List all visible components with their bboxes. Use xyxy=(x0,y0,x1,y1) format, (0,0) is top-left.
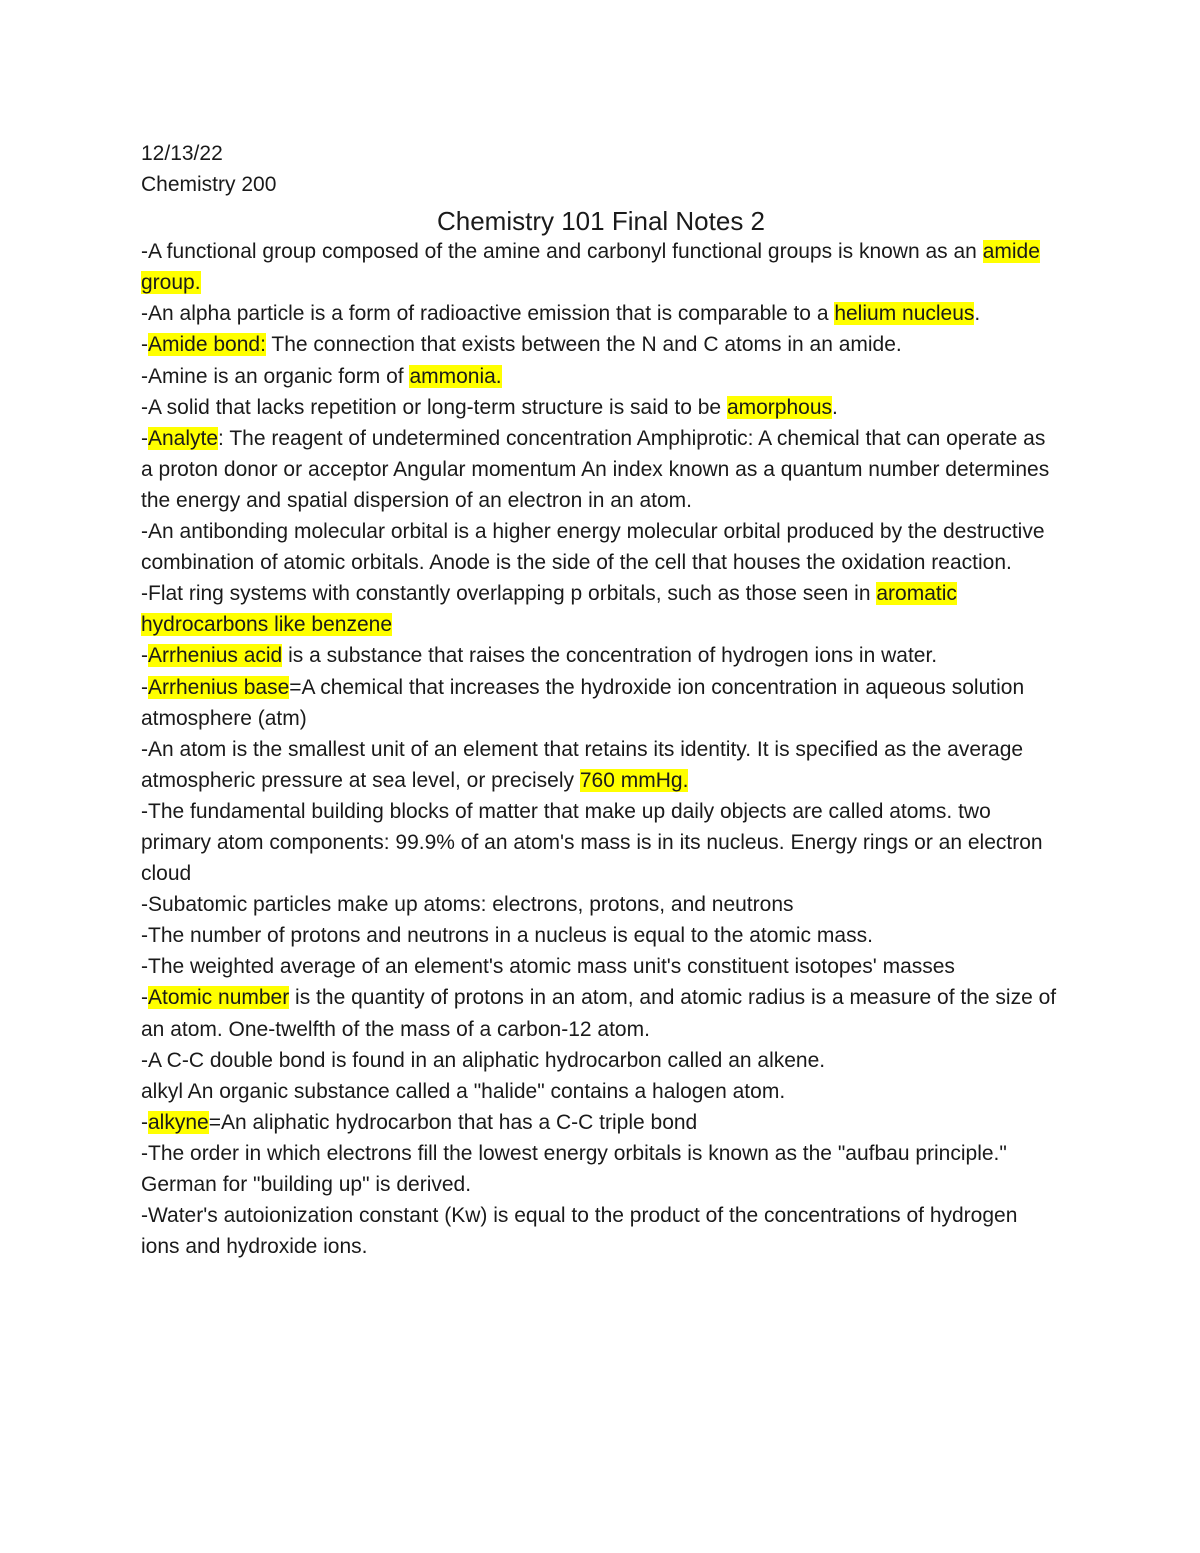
note-item xyxy=(141,361,1061,392)
note-text: -An antibonding molecular orbital is a higher energy molecular orbital produced by the destructive combination of atomic orbitals. Anode is the side of the cell that houses the oxidation reaction. xyxy=(141,520,1045,575)
note-text: -Water's autoionization constant (Kw) is equal to the product of the concentrations of hydrogen ions and hydroxide ions. xyxy=(141,1204,1018,1259)
note-text: is a substance that raises the concentration of hydrogen ions in water. xyxy=(282,644,938,668)
note-text: -A functional group composed of the amine and carbonyl functional groups is known as an xyxy=(141,240,983,264)
document-page xyxy=(141,138,1061,1262)
highlighted-term: Arrhenius acid xyxy=(148,644,283,668)
note-text: -Subatomic particles make up atoms: electrons, protons, and neutrons xyxy=(141,893,794,917)
note-item xyxy=(141,951,1061,982)
note-item xyxy=(141,796,1061,889)
highlighted-term: Arrhenius base xyxy=(148,675,290,699)
note-item xyxy=(141,329,1061,360)
note-text: -Flat ring systems with constantly overlapping p orbitals, such as those seen in xyxy=(141,582,877,606)
note-text: . xyxy=(832,395,838,419)
note-text: -The weighted average of an element's atomic mass unit's constituent isotopes' masses xyxy=(141,955,955,979)
note-text: =A chemical that increases the hydroxide ion concentration in aqueous solution atmosphere (atm) xyxy=(141,675,1025,730)
note-item xyxy=(141,516,1061,578)
date-text: 12/13/22 xyxy=(141,142,223,165)
document-title: Chemistry 101 Final Notes 2 xyxy=(436,206,766,237)
highlighted-term: aromatic hydrocarbons like benzene xyxy=(141,582,957,637)
highlighted-term: Amide bond: xyxy=(148,333,266,357)
note-text: is the quantity of protons in an atom, and atomic radius is a measure of the size of an atom. One-twelfth of the mass of a carbon-12 atom. xyxy=(141,986,1057,1041)
note-item xyxy=(141,392,1061,423)
note-text: : The reagent of undetermined concentration Amphiprotic: A chemical that can operate as a proton donor or acceptor Angular momentum An index known as a quantum number determines the energy and spatial dispersion of an electron in an atom. xyxy=(141,426,1050,512)
note-text: - xyxy=(141,644,148,668)
note-item xyxy=(141,1107,1061,1138)
note-text: -An alpha particle is a form of radioactive emission that is comparable to a xyxy=(141,302,835,326)
note-text: . xyxy=(974,302,981,326)
highlighted-term: Atomic number xyxy=(148,986,290,1010)
note-text: - xyxy=(141,675,148,699)
note-item xyxy=(141,236,1061,298)
note-item xyxy=(141,1045,1061,1076)
note-item xyxy=(141,889,1061,920)
note-text: The connection that exists between the N and C atoms in an amide. xyxy=(265,333,902,357)
note-item xyxy=(141,298,1061,329)
course-text: Chemistry 200 xyxy=(141,173,277,197)
note-item xyxy=(141,982,1061,1044)
note-text: -A solid that lacks repetition or long-term structure is said to be xyxy=(141,395,727,419)
highlighted-term: alkyne xyxy=(148,1110,209,1134)
note-text: - xyxy=(141,1110,148,1134)
note-text: - xyxy=(141,986,148,1010)
note-text: =An aliphatic hydrocarbon that has a C-C triple bond xyxy=(208,1110,698,1134)
note-text: -A C-C double bond is found in an aliphatic hydrocarbon called an alkene. xyxy=(141,1048,826,1072)
note-item xyxy=(141,423,1061,516)
highlighted-term: 760 mmHg. xyxy=(579,768,689,792)
highlighted-term: ammonia. xyxy=(409,364,502,388)
note-item xyxy=(141,734,1061,796)
notes-list xyxy=(141,236,1061,1262)
note-text: alkyl An organic substance called a "halide" contains a halogen atom. xyxy=(141,1079,786,1103)
highlighted-term: amide group. xyxy=(141,240,1040,295)
highlighted-term: helium nucleus xyxy=(834,302,975,326)
note-text: - xyxy=(141,333,148,357)
note-item xyxy=(141,578,1061,640)
note-item xyxy=(141,1076,1061,1107)
note-item xyxy=(141,672,1061,734)
note-text: -The number of protons and neutrons in a nucleus is equal to the atomic mass. xyxy=(141,924,873,948)
highlighted-term: amorphous xyxy=(726,395,832,419)
note-text: -The order in which electrons fill the lowest energy orbitals is known as the "aufbau principle." German for "building up" is derived. xyxy=(141,1141,1007,1196)
note-item xyxy=(141,640,1061,671)
note-text: -The fundamental building blocks of matter that make up daily objects are called atoms. two primary atom components: 99.9% of an atom's mass is in its nucleus. Energy rings or an electron cloud xyxy=(141,799,1043,886)
note-item xyxy=(141,1138,1061,1200)
note-item xyxy=(141,1200,1061,1262)
note-text: -Amine is an organic form of xyxy=(141,364,410,388)
note-text: -An atom is the smallest unit of an element that retains its identity. It is specified as the average atmospheric pressure at sea level, or precisely xyxy=(141,737,1024,792)
note-item xyxy=(141,920,1061,951)
note-text: - xyxy=(141,426,148,450)
highlighted-term: Analyte xyxy=(148,426,219,450)
